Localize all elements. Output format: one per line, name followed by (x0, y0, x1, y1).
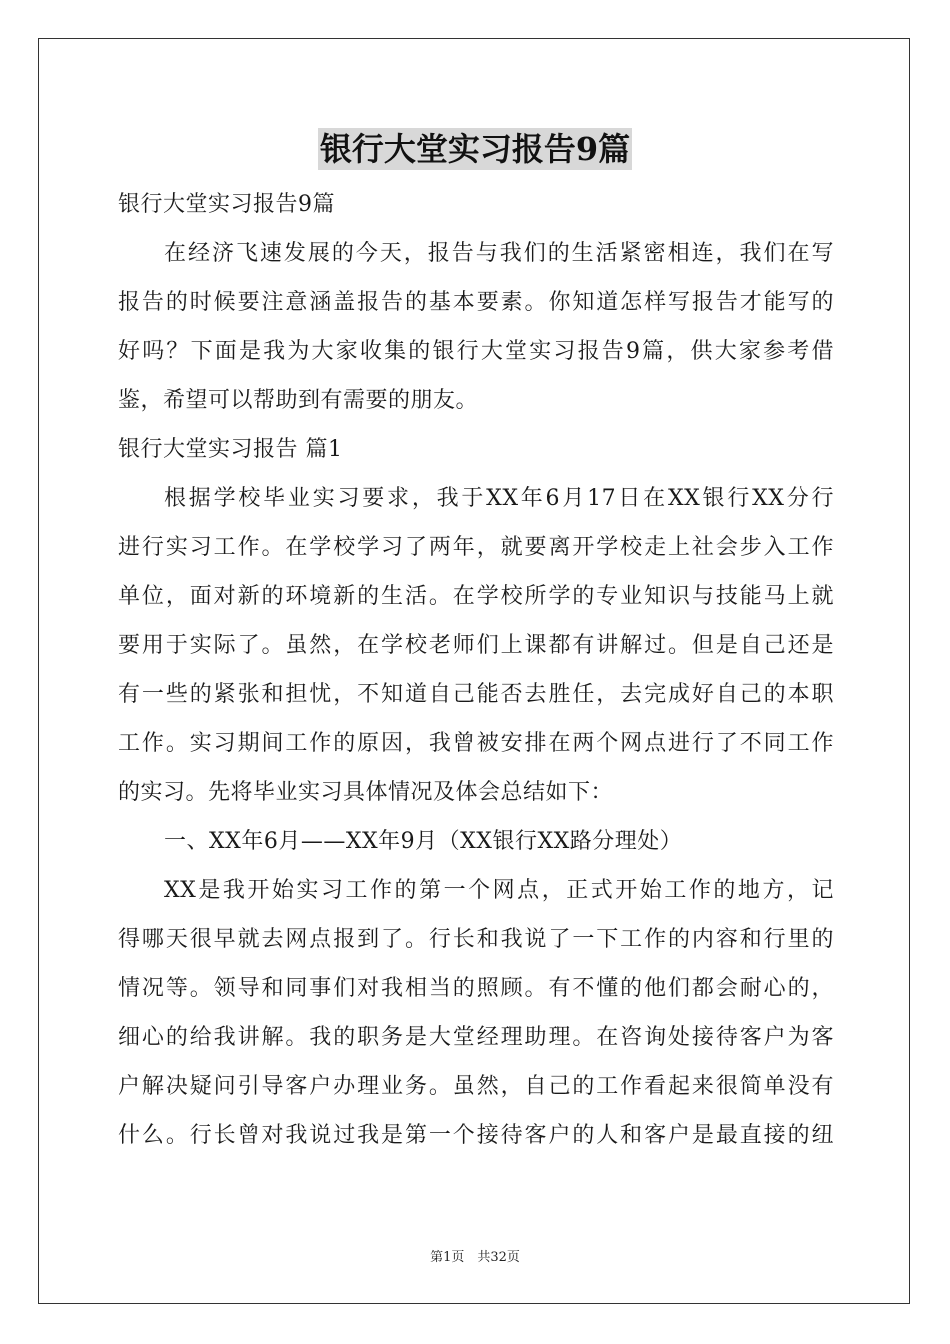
text-line: 情况等。领导和同事们对我相当的照顾。有不懂的他们都会耐心的， (118, 976, 834, 1001)
text-line: 一、XX年6月——XX年9月（XX银行XX路分理处） (164, 829, 683, 854)
text-line: 要用于实际了。虽然，在学校老师们上课都有讲解过。但是自己还是 (118, 633, 834, 658)
text-line: 根据学校毕业实习要求，我于XX年6月17日在XX银行XX分行 (164, 486, 834, 511)
text-line: 细心的给我讲解。我的职务是大堂经理助理。在咨询处接待客户为客 (118, 1025, 834, 1050)
document-title: 银行大堂实习报告9篇 (319, 130, 631, 168)
text-line: 报告的时候要注意涵盖报告的基本要素。你知道怎样写报告才能写的 (118, 290, 834, 315)
text-line: 银行大堂实习报告9篇 (118, 192, 335, 217)
page-footer: 第1页 共32页 (430, 1250, 520, 1265)
text-line: XX是我开始实习工作的第一个网点，正式开始工作的地方，记 (164, 878, 834, 903)
text-line: 什么。行长曾对我说过我是第一个接待客户的人和客户是最直接的纽 (118, 1123, 834, 1148)
text-line: 得哪天很早就去网点报到了。行长和我说了一下工作的内容和行里的 (118, 927, 834, 952)
text-line: 在经济飞速发展的今天，报告与我们的生活紧密相连，我们在写 (164, 241, 834, 266)
text-line: 的实习。先将毕业实习具体情况及体会总结如下： (118, 780, 614, 805)
document-body (118, 180, 834, 1160)
title-wrap (0, 128, 950, 170)
text-line: 单位，面对新的环境新的生活。在学校所学的专业知识与技能马上就 (118, 584, 834, 609)
text-line: 银行大堂实习报告 篇1 (118, 437, 343, 462)
text-line: 有一些的紧张和担忧，不知道自己能否去胜任，去完成好自己的本职 (118, 682, 834, 707)
text-line: 好吗？下面是我为大家收集的银行大堂实习报告9篇，供大家参考借 (118, 339, 834, 364)
text-line: 进行实习工作。在学校学习了两年，就要离开学校走上社会步入工作 (118, 535, 834, 560)
text-line: 鉴，希望可以帮助到有需要的朋友。 (118, 388, 479, 413)
text-line: 户解决疑问引导客户办理业务。虽然，自己的工作看起来很简单没有 (118, 1074, 834, 1099)
text-line: 工作。实习期间工作的原因，我曾被安排在两个网点进行了不同工作 (118, 731, 834, 756)
